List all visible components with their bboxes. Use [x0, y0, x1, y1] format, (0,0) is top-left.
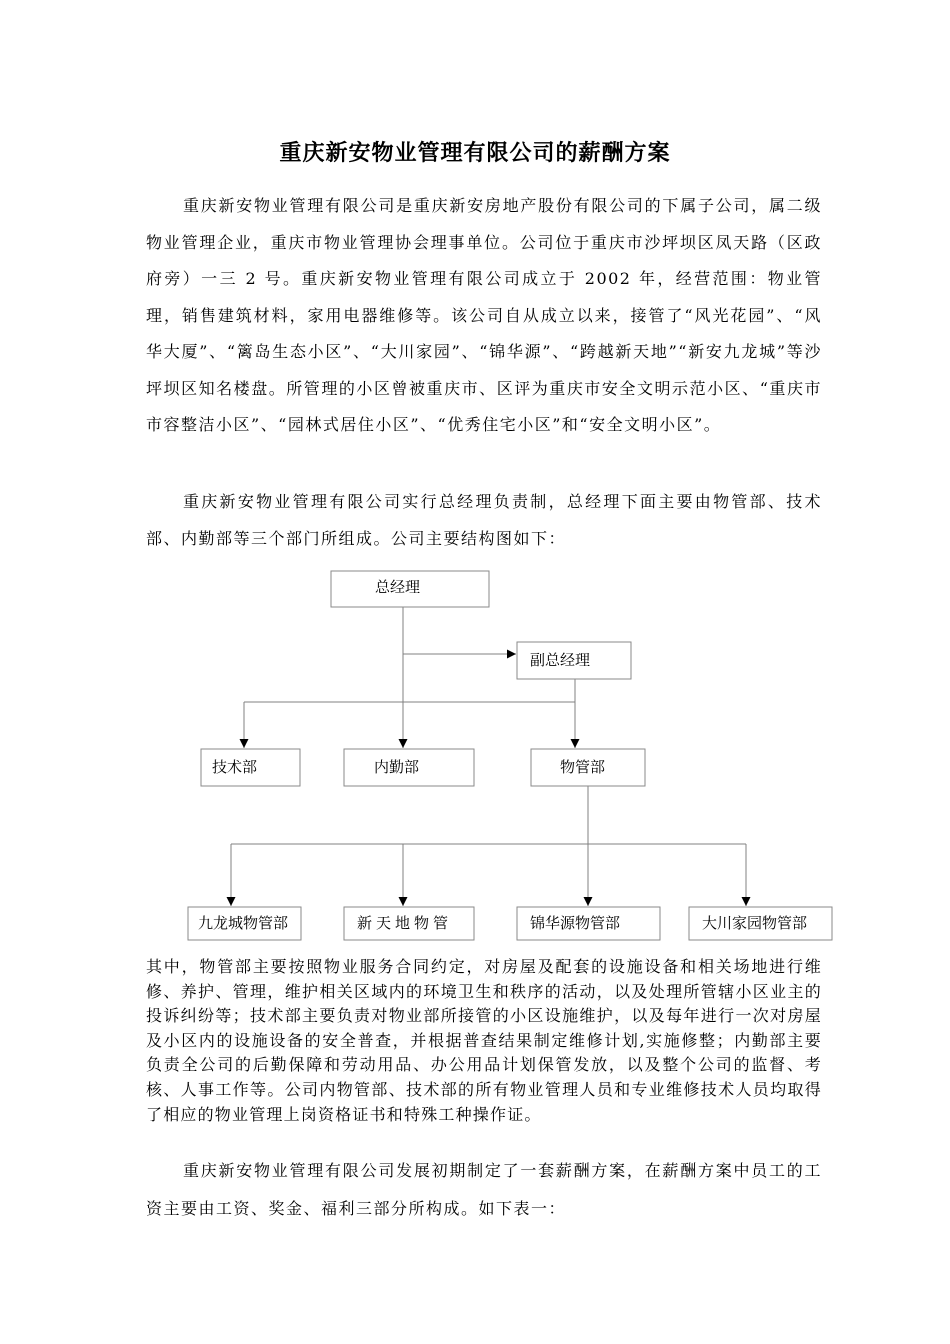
paragraph-structure-intro: 重庆新安物业管理有限公司实行总经理负责制，总经理下面主要由物管部、技术部、内勤部等三个部门所组成。公司主要结构图如下：: [146, 492, 822, 548]
box-jinhuayuan-office: [517, 907, 660, 940]
org-chart: [0, 560, 950, 950]
box-admin-dept: [344, 749, 474, 786]
box-deputy-general-manager: [517, 642, 631, 679]
box-tech-dept: [201, 749, 300, 786]
box-general-manager: [331, 571, 489, 607]
box-label-jinhuayuan-office: 锦华源物管部: [530, 914, 621, 932]
box-label-xintiandi-office: 新天地物管: [357, 914, 453, 932]
box-dachuanjiayuan-office: [689, 907, 832, 940]
box-property-dept: [531, 749, 645, 786]
document-title: 重庆新安物业管理有限公司的薪酬方案: [279, 141, 671, 166]
connector-lines: [231, 607, 746, 906]
box-label-property-dept: 物管部: [560, 758, 606, 776]
box-xintiandi-office: [344, 907, 474, 940]
box-label-jiulongcheng-office: 九龙城物管部: [198, 914, 289, 932]
paragraph-dept-duties: 其中，物管部主要按照物业服务合同约定，对房屋及配套的设施设备和相关场地进行维修、养护、管理，维护相关区域内的环境卫生和秩序的活动，以及处理所管辖小区业主的投诉纠纷等；技术部主要负责对物业部所接管的小区设施维护，以及每年进行一次对房屋及小区内的设施设备的安全普查，并根据普查结果制定维修计划,实施修整；内勤部主要负责全公司的后勤保障和劳动用品、办公用品计划保管发放，以及整个公司的监督、考核、人事工作等。公司内物管部、技术部的所有物业管理人员和专业维修技术人员均取得了相应的物业管理上岗资格证书和特殊工种操作证。: [146, 957, 822, 1124]
box-jiulongcheng-office: [188, 907, 301, 940]
box-label-tech-dept: 技术部: [212, 758, 258, 776]
paragraph-salary-intro: 重庆新安物业管理有限公司发展初期制定了一套薪酬方案，在薪酬方案中员工的工资主要由工资、奖金、福利三部分所构成。如下表一：: [146, 1161, 822, 1218]
box-label-dachuanjiayuan-office: 大川家园物管部: [702, 914, 808, 932]
paragraph-company-intro: 重庆新安物业管理有限公司是重庆新安房地产股份有限公司的下属子公司，属二级物业管理企业，重庆市物业管理协会理事单位。公司位于重庆市沙坪坝区凤天路（区政府旁）一三 2 号。重庆新安物业管理有限公司成立于 2002 年，经营范围：物业管理，销售建筑材料，家用电器维修等。该公司自从成立以来，接管了“风光花园”、“风华大厦”、“篱岛生态小区”、“大川家园”、“锦华源”、“跨越新天地”“新安九龙城”等沙坪坝区知名楼盘。所管理的小区曾被重庆市、区评为重庆市安全文明示范小区、“重庆市市容整洁小区”、“园林式居住小区”、“优秀住宅小区”和“安全文明小区”。: [146, 196, 822, 434]
box-label-general-manager: 总经理: [375, 578, 421, 596]
box-label-deputy-general-manager: 副总经理: [530, 651, 591, 669]
box-label-admin-dept: 内勤部: [374, 758, 420, 776]
